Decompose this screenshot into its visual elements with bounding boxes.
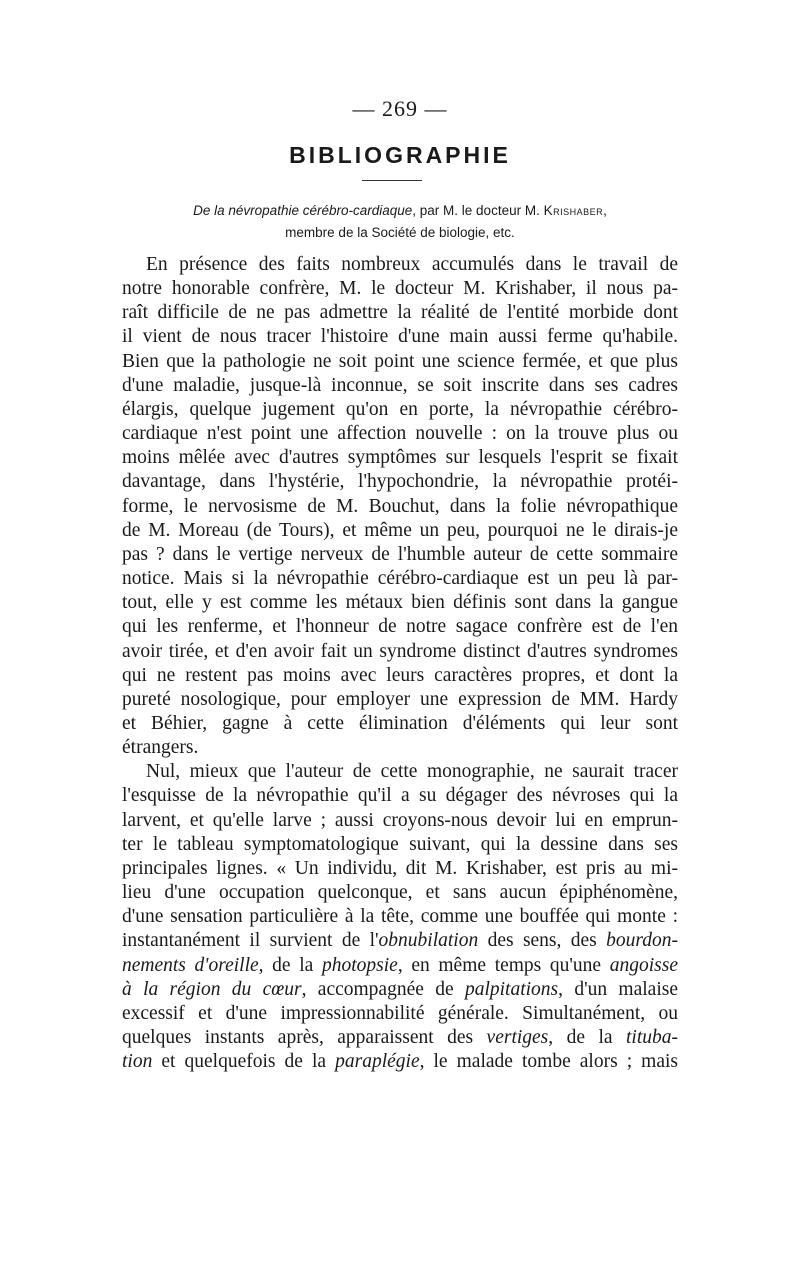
- cited-author: Krishaber: [543, 203, 604, 218]
- text-line: [122, 760, 678, 784]
- text-run: et quelquefois de la: [152, 1051, 336, 1073]
- text-line: [122, 470, 678, 494]
- italic-term: vertiges: [486, 1027, 549, 1048]
- text-line: [122, 1026, 678, 1050]
- text-run: quelques instants après, apparaissent des: [122, 1027, 487, 1048]
- text-run: étrangers.: [122, 737, 199, 759]
- text-run: Nul, mieux que l'auteur de cette monographie, ne saurait tracer: [146, 761, 678, 783]
- text-line: [122, 374, 678, 398]
- text-run: notre honorable confrère, M. le docteur M. Krishaber, il nous pa-: [122, 278, 678, 300]
- citation-by: , par M. le docteur M.: [412, 203, 544, 218]
- text-run: de M. Moreau (de Tours), et même un peu, pourquoi ne le dirais-je: [122, 519, 678, 541]
- text-run: l'esquisse de la névropathie qu'il a su dégager des névroses qui la: [122, 785, 678, 807]
- text-line: [122, 615, 678, 639]
- text-line: [122, 664, 678, 688]
- text-line: [122, 398, 678, 422]
- text-run: des sens, des: [478, 930, 607, 952]
- text-run: avoir tirée, et d'en avoir fait un syndrome distinct d'autres syndromes: [122, 640, 678, 662]
- text-line: [122, 809, 678, 833]
- text-run: ter le tableau symptomatologique suivant, qui la dessine dans ses: [122, 833, 678, 855]
- page-number: — 269 —: [352, 96, 448, 121]
- text-line: [122, 422, 678, 446]
- text-line: [122, 833, 678, 857]
- text-line: [122, 325, 678, 349]
- text-run: , en même temps qu'une: [397, 954, 610, 976]
- italic-term: tituba-: [626, 1027, 678, 1048]
- text-run: raît difficile de ne pas admettre la réalité de l'entité morbide dont: [122, 302, 678, 324]
- text-run: cardiaque n'est point une affection nouvelle : on la trouve plus ou: [122, 423, 678, 445]
- text-line: [122, 1050, 678, 1074]
- text-line: [122, 519, 678, 543]
- text-line: [122, 543, 678, 567]
- text-run: , accompagnée de: [301, 978, 465, 1000]
- italic-term: paraplégie: [335, 1051, 420, 1073]
- italic-term: palpitations: [464, 978, 559, 1000]
- italic-term: obnubilation: [378, 930, 479, 952]
- text-run: larvent, et qu'elle larve ; aussi croyons-nous devoir lui en emprun-: [122, 809, 678, 831]
- text-run: élargis, quelque jugement qu'on en porte, la névropathie cérébro-: [122, 398, 678, 420]
- text-line: [122, 591, 678, 615]
- text-run: lieu d'une occupation quelconque, et sans aucun épiphénomène,: [122, 882, 678, 904]
- text-line: [122, 640, 678, 664]
- text-line: [122, 495, 678, 519]
- text-line: [122, 929, 678, 953]
- section-heading: BIBLIOGRAPHIE: [289, 142, 511, 168]
- text-run: d'une maladie, jusque-là inconnue, se soit inscrite dans ses cadres: [122, 374, 678, 396]
- text-run: tout, elle y est comme les métaux bien définis sont dans la gangue: [122, 592, 678, 614]
- text-line: [122, 954, 678, 978]
- text-run: pas ? dans le vertige nerveux de l'humble auteur de cette sommaire: [122, 543, 678, 565]
- italic-term: bourdon-: [606, 930, 678, 952]
- text-run: En présence des faits nombreux accumulés dans le travail de: [146, 254, 678, 275]
- text-line: [122, 712, 678, 736]
- text-run: qui les renferme, et l'honneur de notre sagace confrère est de l'en: [122, 616, 678, 638]
- text-run: , de la: [548, 1027, 626, 1048]
- text-line: [122, 350, 678, 374]
- text-run: Bien que la pathologie ne soit point une science fermée, et que plus: [122, 350, 678, 372]
- text-line: [122, 857, 678, 881]
- text-line: [122, 446, 678, 470]
- text-line: [122, 277, 678, 301]
- text-run: , de la: [258, 954, 322, 976]
- italic-term: angoisse: [609, 954, 678, 976]
- text-run: notice. Mais si la névropathie cérébro-cardiaque est un peu là par-: [122, 568, 678, 590]
- italic-term: tion: [122, 1051, 153, 1073]
- text-line: [122, 688, 678, 712]
- citation-line-2: membre de la Société de biologie, etc.: [285, 225, 515, 240]
- citation-comma: ,: [603, 203, 607, 218]
- italic-term: à la région du cœur: [122, 978, 302, 1000]
- text-run: forme, le nervosisme de M. Bouchut, dans la folie névropathique: [122, 495, 678, 517]
- text-run: pureté nosologique, pour employer une expression de MM. Hardy: [122, 688, 678, 710]
- text-run: excessif et d'une impressionnabilité générale. Simultanément, ou: [122, 1002, 678, 1024]
- italic-term: nements d'oreille: [122, 954, 259, 976]
- text-line: [122, 784, 678, 808]
- text-run: principales lignes. « Un individu, dit M. Krishaber, est pris au mi-: [122, 857, 678, 879]
- text-run: qui ne restent pas moins avec leurs caractères propres, et dont la: [122, 664, 678, 686]
- cited-work-title: De la névropathie cérébro-cardiaque: [193, 203, 413, 218]
- text-line: [122, 253, 678, 277]
- citation-line-1: [0, 200, 800, 222]
- heading-rule: [362, 180, 422, 181]
- text-line: [122, 567, 678, 591]
- bibliographic-citation: [0, 200, 800, 244]
- text-run: moins mêlée avec d'autres symptômes sur lesquels l'esprit se fixait: [122, 447, 678, 469]
- text-line: [122, 736, 678, 760]
- text-line: [122, 1002, 678, 1026]
- italic-term: photopsie: [321, 954, 398, 976]
- body-text: [122, 253, 678, 1074]
- text-run: , d'un malaise: [558, 978, 678, 1000]
- text-line: [122, 881, 678, 905]
- text-run: il vient de nous tracer l'histoire d'une main aussi ferme qu'habile.: [122, 326, 678, 348]
- text-run: instantanément il survient de l': [122, 930, 379, 952]
- text-line: [122, 905, 678, 929]
- text-run: davantage, dans l'hystérie, l'hypochondrie, la névropathie protéi-: [122, 471, 678, 493]
- text-line: [122, 978, 678, 1002]
- text-run: , le malade tombe alors ; mais: [419, 1051, 679, 1073]
- text-run: d'une sensation particulière à la tête, comme une bouffée qui monte :: [122, 906, 678, 928]
- text-run: et Béhier, gagne à cette élimination d'éléments qui leur sont: [122, 712, 678, 734]
- text-line: [122, 301, 678, 325]
